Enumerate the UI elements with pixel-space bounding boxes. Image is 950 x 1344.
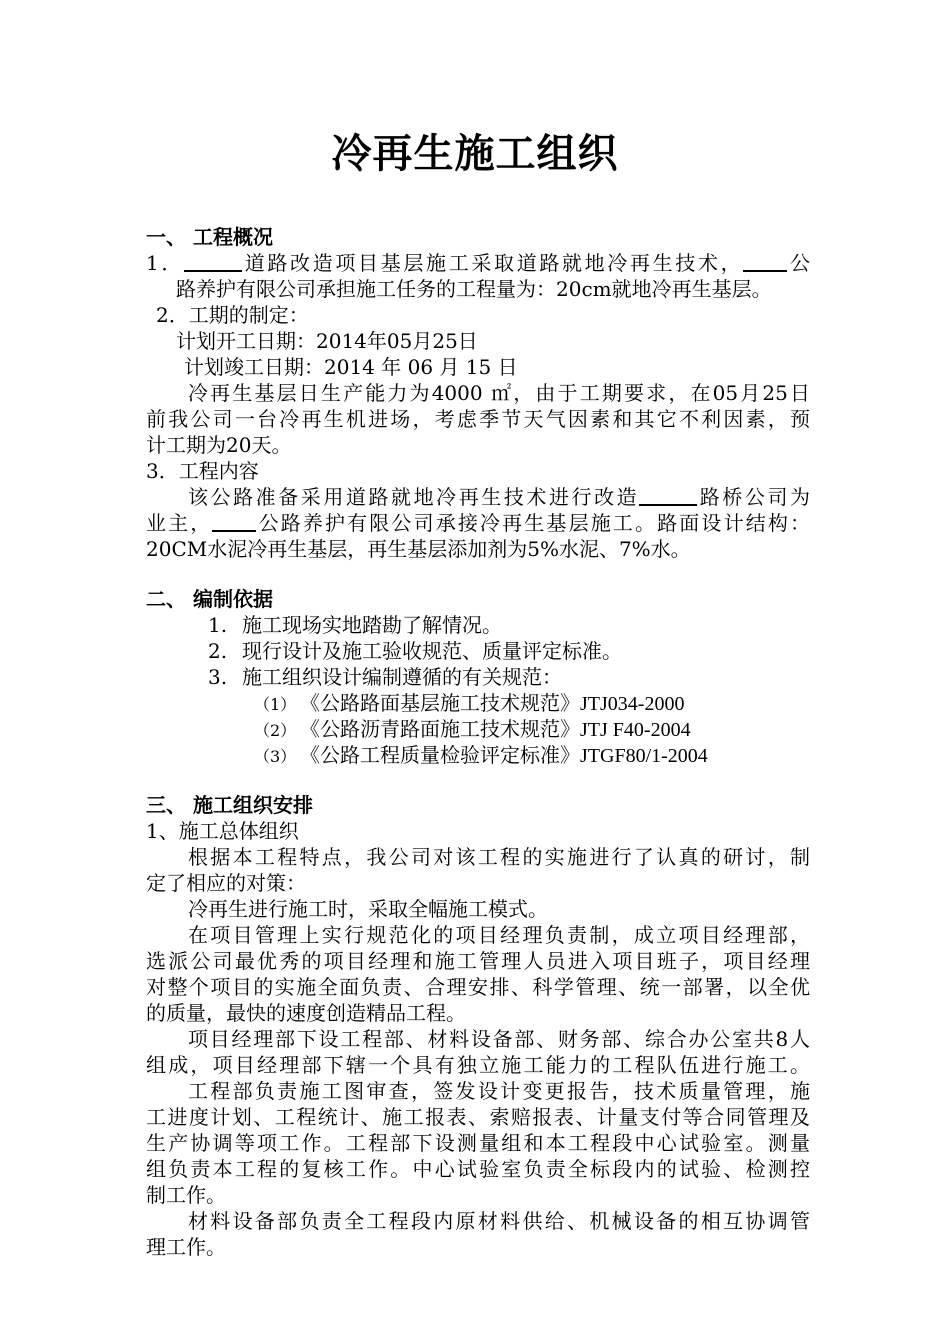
blank-field: [212, 512, 256, 532]
paragraph-line: 对整个项目的实施全面负责、合理安排、科学管理、统一部署，以全优: [146, 975, 810, 999]
list-item: 3. 施工组织设计编制遵循的有关规范：: [208, 665, 562, 689]
paragraph-line: 工程部负责施工图审查，签发设计变更报告，技术质量管理，施: [188, 1079, 810, 1103]
paragraph-line: 冷再生进行施工时，采取全幅施工模式。: [188, 897, 548, 921]
paragraph-line: 工进度计划、工程统计、施工报表、索赔报表、计量支付等合同管理及: [146, 1105, 810, 1129]
paragraph-line: 材料设备部负责全工程段内原材料供给、机械设备的相互协调管: [188, 1209, 810, 1233]
page-title: 冷再生施工组织: [331, 130, 619, 177]
paragraph-line: 计划开工日期：2014年05月25日: [176, 329, 478, 353]
paragraph-line: 2．工期的制定：: [156, 303, 309, 327]
paragraph-line: 在项目管理上实行规范化的项目经理负责制，成立项目经理部，: [188, 923, 810, 947]
paragraph-line: 制工作。: [146, 1183, 226, 1207]
paragraph-line: 生产协调等项工作。工程部下设测量组和本工程段中心试验室。测量: [146, 1131, 810, 1155]
paragraph-line: 前我公司一台冷再生机进场，考虑季节天气因素和其它不利因素，预: [146, 407, 810, 431]
paragraph-line: 定了相应的对策：: [146, 871, 306, 895]
blank-field: [743, 252, 787, 272]
section-heading-2: 二、 编制依据: [146, 587, 273, 611]
paragraph-line: 的质量，最快的速度创造精品工程。: [146, 1001, 466, 1025]
paragraph-line: 选派公司最优秀的项目经理和施工管理人员进入项目班子，项目经理: [146, 949, 810, 973]
paragraph-line: 冷再生基层日生产能力为4000 ㎡，由于工期要求，在05月25日: [188, 381, 810, 405]
sub-list-item: （3） 《公路工程质量检验评定标准》JTGF80/1-2004: [254, 743, 708, 767]
paragraph-line: 路养护有限公司承担施工任务的工程量为：20cm就地冷再生基层。: [176, 277, 772, 301]
sub-list-item: （1） 《公路路面基层施工技术规范》JTJ034-2000: [254, 691, 685, 715]
blank-field: [639, 486, 697, 506]
paragraph-line: 20CM水泥冷再生基层，再生基层添加剂为5%水泥、7%水。: [146, 537, 691, 561]
list-item: 1. 施工现场实地踏勘了解情况。: [208, 613, 502, 637]
paragraph-line: 计工期为20天。: [146, 433, 292, 457]
paragraph-line: 组负责本工程的复核工作。中心试验室负责全标段内的试验、检测控: [146, 1157, 810, 1181]
paragraph-line: 业主， 公路养护有限公司承接冷再生基层施工。路面设计结构：: [146, 511, 811, 535]
paragraph-line: 计划竣工日期：2014 年 06 月 15 日: [184, 355, 518, 379]
paragraph-line: 组成，项目经理部下辖一个具有独立施工能力的工程队伍进行施工。: [146, 1053, 810, 1077]
paragraph-line: 3．工程内容: [146, 459, 259, 483]
paragraph-line: 根据本工程特点，我公司对该工程的实施进行了认真的研讨，制: [188, 845, 810, 869]
blank-field: [184, 252, 242, 272]
paragraph-line: 1、施工总体组织: [146, 819, 299, 843]
sub-list-item: （2） 《公路沥青路面施工技术规范》JTJ F40-2004: [254, 717, 691, 741]
list-item: 2. 现行设计及施工验收规范、质量评定标准。: [208, 639, 622, 663]
paragraph-line: 1． 道路改造项目基层施工采取道路就地冷再生技术， 公: [146, 251, 811, 275]
section-heading-1: 一、 工程概况: [146, 225, 273, 249]
section-heading-3: 三、 施工组织安排: [146, 793, 313, 817]
paragraph-line: 项目经理部下设工程部、材料设备部、财务部、综合办公室共8人: [188, 1027, 810, 1051]
paragraph-line: 该公路准备采用道路就地冷再生技术进行改造 路桥公司为: [188, 485, 811, 509]
document-body: [146, 224, 810, 1260]
paragraph-line: 理工作。: [146, 1235, 226, 1259]
